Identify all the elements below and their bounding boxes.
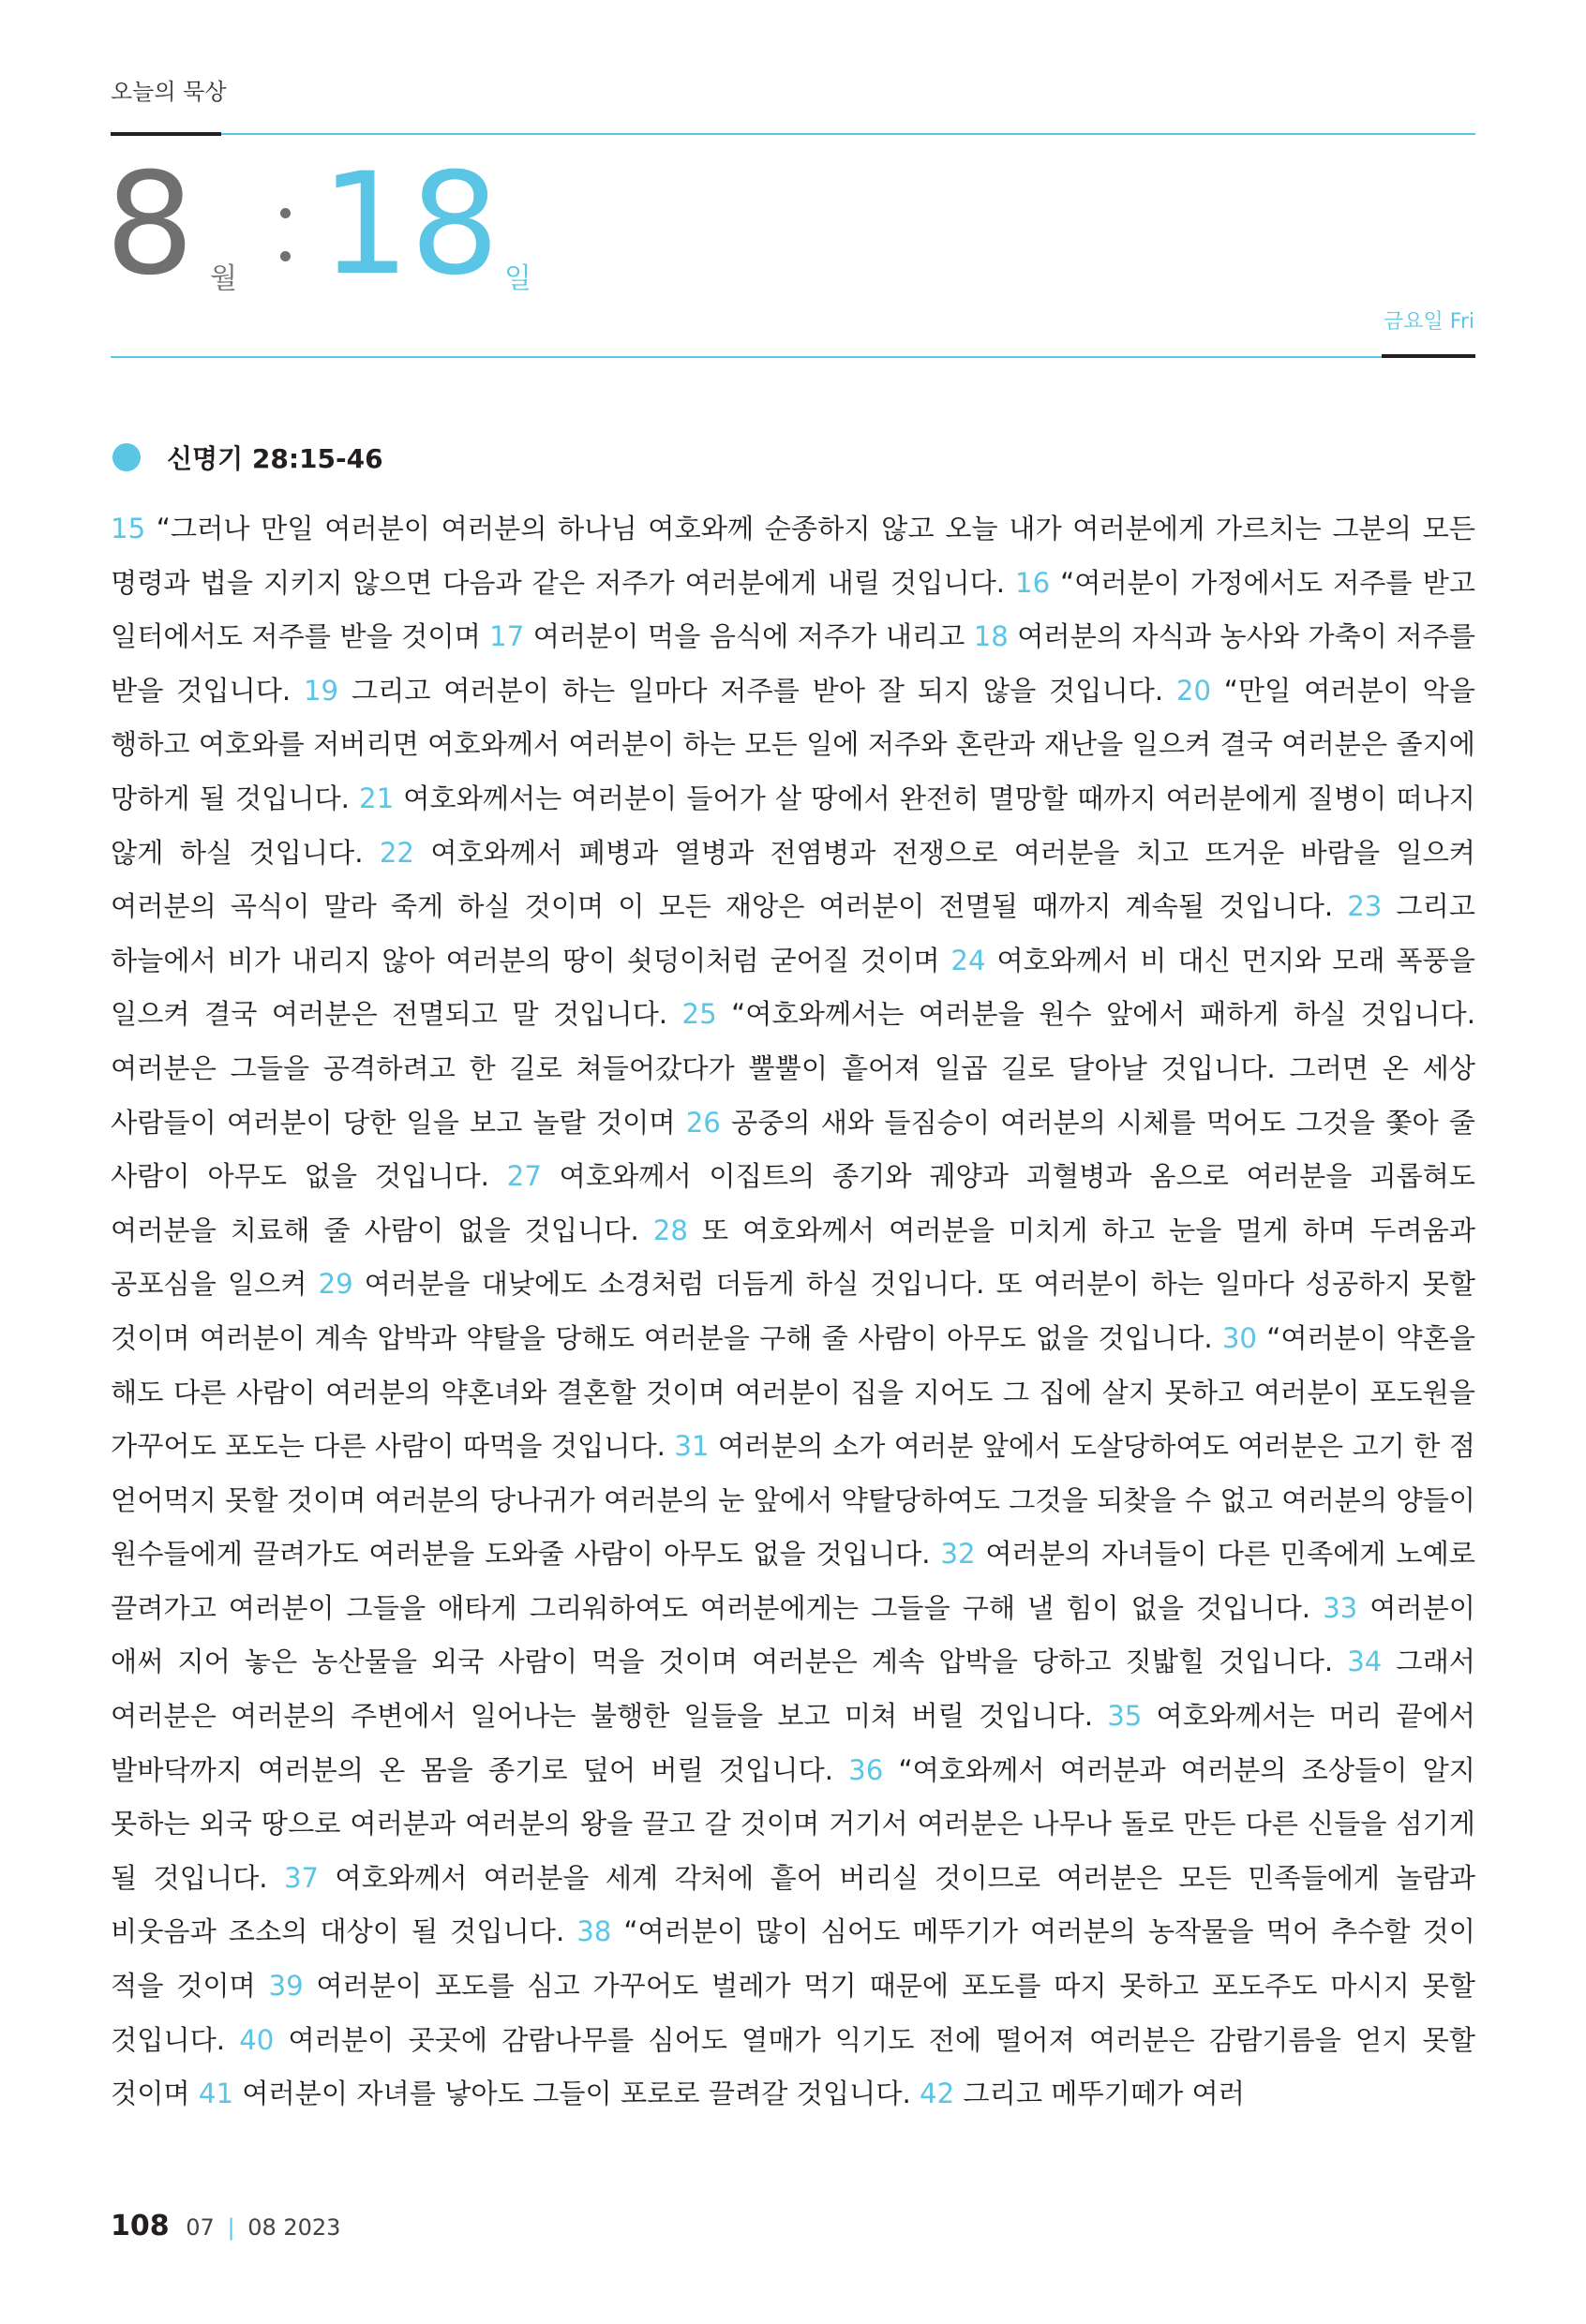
verse-text: 여호와께서 비 대신 먼지와 모래 폭풍을 일으켜 결국 여러분은 전멸되고 말 것입니다. — [111, 944, 1475, 1031]
verse-text: 공중의 새와 들짐승이 여러분의 시체를 먹어도 그것을 쫓아 줄 사람이 아무도 없을 것입니다. — [111, 1106, 1475, 1193]
verse-number: 23 — [1347, 890, 1383, 923]
day-number: 18 — [321, 143, 500, 306]
verse-number: 25 — [681, 998, 717, 1031]
verse-number: 35 — [1107, 1700, 1143, 1733]
verse-text: 여호와께서 여러분을 세계 각처에 흩어 버리실 것이므로 여러분은 모든 민족들에게 놀람과 비웃음과 조소의 대상이 될 것입니다. — [111, 1861, 1475, 1948]
verse-number: 30 — [1221, 1321, 1257, 1354]
verse-text: 그리고 메뚜기떼가 여러 — [954, 2078, 1245, 2110]
colon-dot-top — [280, 208, 291, 218]
verse-text: 그래서 여러분은 여러분의 주변에서 일어나는 불행한 일들을 보고 미쳐 버릴 것입니다. — [111, 1646, 1475, 1733]
verse-number: 34 — [1347, 1646, 1383, 1678]
verse-number: 37 — [283, 1861, 320, 1894]
verse-text: “여러분이 약혼을 해도 다른 사람이 여러분의 약혼녀와 결혼할 것이며 여러분이 집을 지어도 그 집에 살지 못하고 여러분이 포도원을 가꾸어도 포도는 다른 사람이 따먹을 것입니다. — [111, 1321, 1476, 1463]
verse-text: 여호와께서 폐병과 열병과 전염병과 전쟁으로 여러분을 치고 뜨거운 바람을 일으켜 여러분의 곡식이 말라 죽게 하실 것이며 이 모든 재앙은 여러분이 전멸될 때까지 계속될 것입니다. — [111, 836, 1475, 923]
verse-text: 그리고 하늘에서 비가 내리지 않아 여러분의 땅이 쇳덩이처럼 굳어질 것이며 — [111, 890, 1475, 976]
passage-reference: 신명기 28:15-46 — [167, 443, 383, 474]
header-rule-dark — [111, 132, 221, 136]
day-unit: 일 — [504, 262, 531, 295]
verse-text: 여러분이 곳곳에 감람나무를 심어도 열매가 익기도 전에 떨어져 여러분은 감람기름을 얻지 못할 것이며 — [111, 2023, 1475, 2110]
date-rule-accent — [111, 356, 1382, 358]
verse-number: 15 — [111, 513, 146, 544]
issue-month: 07 — [186, 2214, 215, 2241]
verse-text: 여러분을 대낮에도 소경처럼 더듬게 하실 것입니다. 또 여러분이 하는 일마다 성공하지 못할 것이며 여러분이 계속 압박과 약탈을 당해도 여러분을 구해 줄 사람이 아무도 없을 것입니다. — [111, 1268, 1475, 1354]
verse-number: 42 — [920, 2078, 955, 2110]
verse-number: 19 — [303, 674, 339, 707]
verse-text: “그러나 만일 여러분이 여러분의 하나님 여호와께 순종하지 않고 오늘 내가 여러분에게 가르치는 그분의 모든 명령과 법을 지키지 않으면 다음과 같은 저주가 여러분에게 내릴 것입니다. — [111, 513, 1475, 599]
verse-number: 31 — [674, 1430, 710, 1463]
verse-number: 41 — [198, 2078, 234, 2110]
verse-number: 20 — [1175, 674, 1212, 707]
verse-number: 16 — [1015, 566, 1051, 599]
verse-number: 29 — [318, 1268, 353, 1301]
verse-number: 27 — [506, 1160, 542, 1193]
verse-number: 40 — [239, 2023, 275, 2056]
verse-number: 38 — [576, 1915, 612, 1948]
verse-text: 여러분이 먹을 음식에 저주가 내리고 — [524, 620, 974, 653]
verse-text: 여러분이 자녀를 낳아도 그들이 포로로 끌려갈 것입니다. — [233, 2078, 920, 2110]
verse-text: “여러분이 많이 심어도 메뚜기가 여러분의 농작물을 먹어 추수할 것이 적을 것이며 — [111, 1915, 1475, 2003]
verse-text: “여러분이 가정에서도 저주를 받고 일터에서도 저주를 받을 것이며 — [111, 566, 1475, 653]
verse-number: 18 — [973, 620, 1009, 653]
verse-text: 여러분이 포도를 심고 가꾸어도 벌레가 먹기 때문에 포도를 따지 못하고 포도주도 마시지 못할 것입니다. — [111, 1970, 1476, 2056]
weekday-label: 금요일 Fri — [1384, 310, 1474, 334]
verse-number: 28 — [652, 1214, 688, 1246]
verse-text: 여러분이 애써 지어 놓은 농산물을 외국 사람이 먹을 것이며 여러분은 계속 압박을 당하고 짓밟힐 것입니다. — [111, 1591, 1475, 1678]
verse-text: 여러분의 자녀들이 다른 민족에게 노예로 끌려가고 여러분이 그들을 애타게 그리워하여도 여러분에게는 그들을 구해 낼 힘이 없을 것입니다. — [111, 1538, 1475, 1624]
verse-text: 여러분의 소가 여러분 앞에서 도살당하여도 여러분은 고기 한 점 얻어먹지 못할 것이며 여러분의 당나귀가 여러분의 눈 앞에서 약탈당하여도 그것을 되찾을 수 없고 여러분의 양들이 원수들에게 끌려가도 여러분을 도와줄 사람이 아무도 없을 것입니다. — [111, 1430, 1476, 1571]
month-number: 8 — [105, 143, 195, 306]
verse-number: 21 — [359, 782, 395, 814]
verse-text: 또 여호와께서 여러분을 미치게 하고 눈을 멀게 하며 두려움과 공포심을 일으켜 — [111, 1214, 1475, 1301]
section-label: 오늘의 묵상 — [111, 79, 227, 105]
verse-text: “만일 여러분이 악을 행하고 여호와를 저버리면 여호와께서 여러분이 하는 모든 일에 저주와 혼란과 재난을 일으켜 결국 여러분은 졸지에 망하게 될 것입니다. — [111, 674, 1476, 814]
verse-text: “여호와께서 여러분과 여러분의 조상들이 알지 못하는 외국 땅으로 여러분과 여러분의 왕을 끌고 갈 것이며 거기서 여러분은 나무나 돌로 만든 다른 신들을 섬기게 될 것입니다. — [111, 1753, 1475, 1894]
month-unit: 월 — [210, 262, 237, 295]
verse-text: “여호와께서는 여러분을 원수 앞에서 패하게 하실 것입니다. 여러분은 그들을 공격하려고 한 길로 쳐들어갔다가 뿔뿔이 흩어져 일곱 길로 달아날 것입니다. 그러면 온 세상 사람들이 여러분이 당한 일을 보고 놀랄 것이며 — [111, 998, 1475, 1139]
verse-text: 그리고 여러분이 하는 일마다 저주를 받아 잘 되지 않을 것입니다. — [338, 674, 1176, 707]
date-rule-dark — [1382, 354, 1475, 358]
verse-number: 39 — [268, 1970, 304, 2003]
page-footer — [111, 2210, 340, 2242]
verse-text: 여호와께서 이집트의 종기와 궤양과 괴혈병과 옴으로 여러분을 괴롭혀도 여러분을 치료해 줄 사람이 없을 것입니다. — [111, 1160, 1475, 1246]
verse-number: 24 — [950, 944, 986, 976]
colon-dot-bottom — [280, 251, 291, 261]
verse-number: 36 — [848, 1753, 884, 1786]
header-rule-accent — [221, 133, 1475, 135]
verse-text: 여호와께서는 여러분이 들어가 살 땅에서 완전히 멸망할 때까지 여러분에게 질병이 떠나지 않게 하실 것입니다. — [111, 782, 1475, 869]
issue-date: 08 2023 — [247, 2214, 341, 2241]
issue-separator: | — [227, 2214, 235, 2241]
page-number: 108 — [111, 2210, 170, 2242]
verse-number: 26 — [685, 1106, 721, 1139]
verse-number: 22 — [379, 836, 414, 869]
verse-number: 33 — [1323, 1591, 1358, 1624]
verse-number: 32 — [940, 1538, 976, 1571]
verse-number: 17 — [489, 620, 525, 653]
scripture-text — [111, 502, 1475, 2122]
verse-text: 여러분의 자식과 농사와 가축이 저주를 받을 것입니다. — [111, 620, 1475, 707]
verse-text: 여호와께서는 머리 끝에서 발바닥까지 여러분의 온 몸을 종기로 덮어 버릴 것입니다. — [111, 1700, 1475, 1786]
reference-bullet-icon — [112, 443, 141, 471]
